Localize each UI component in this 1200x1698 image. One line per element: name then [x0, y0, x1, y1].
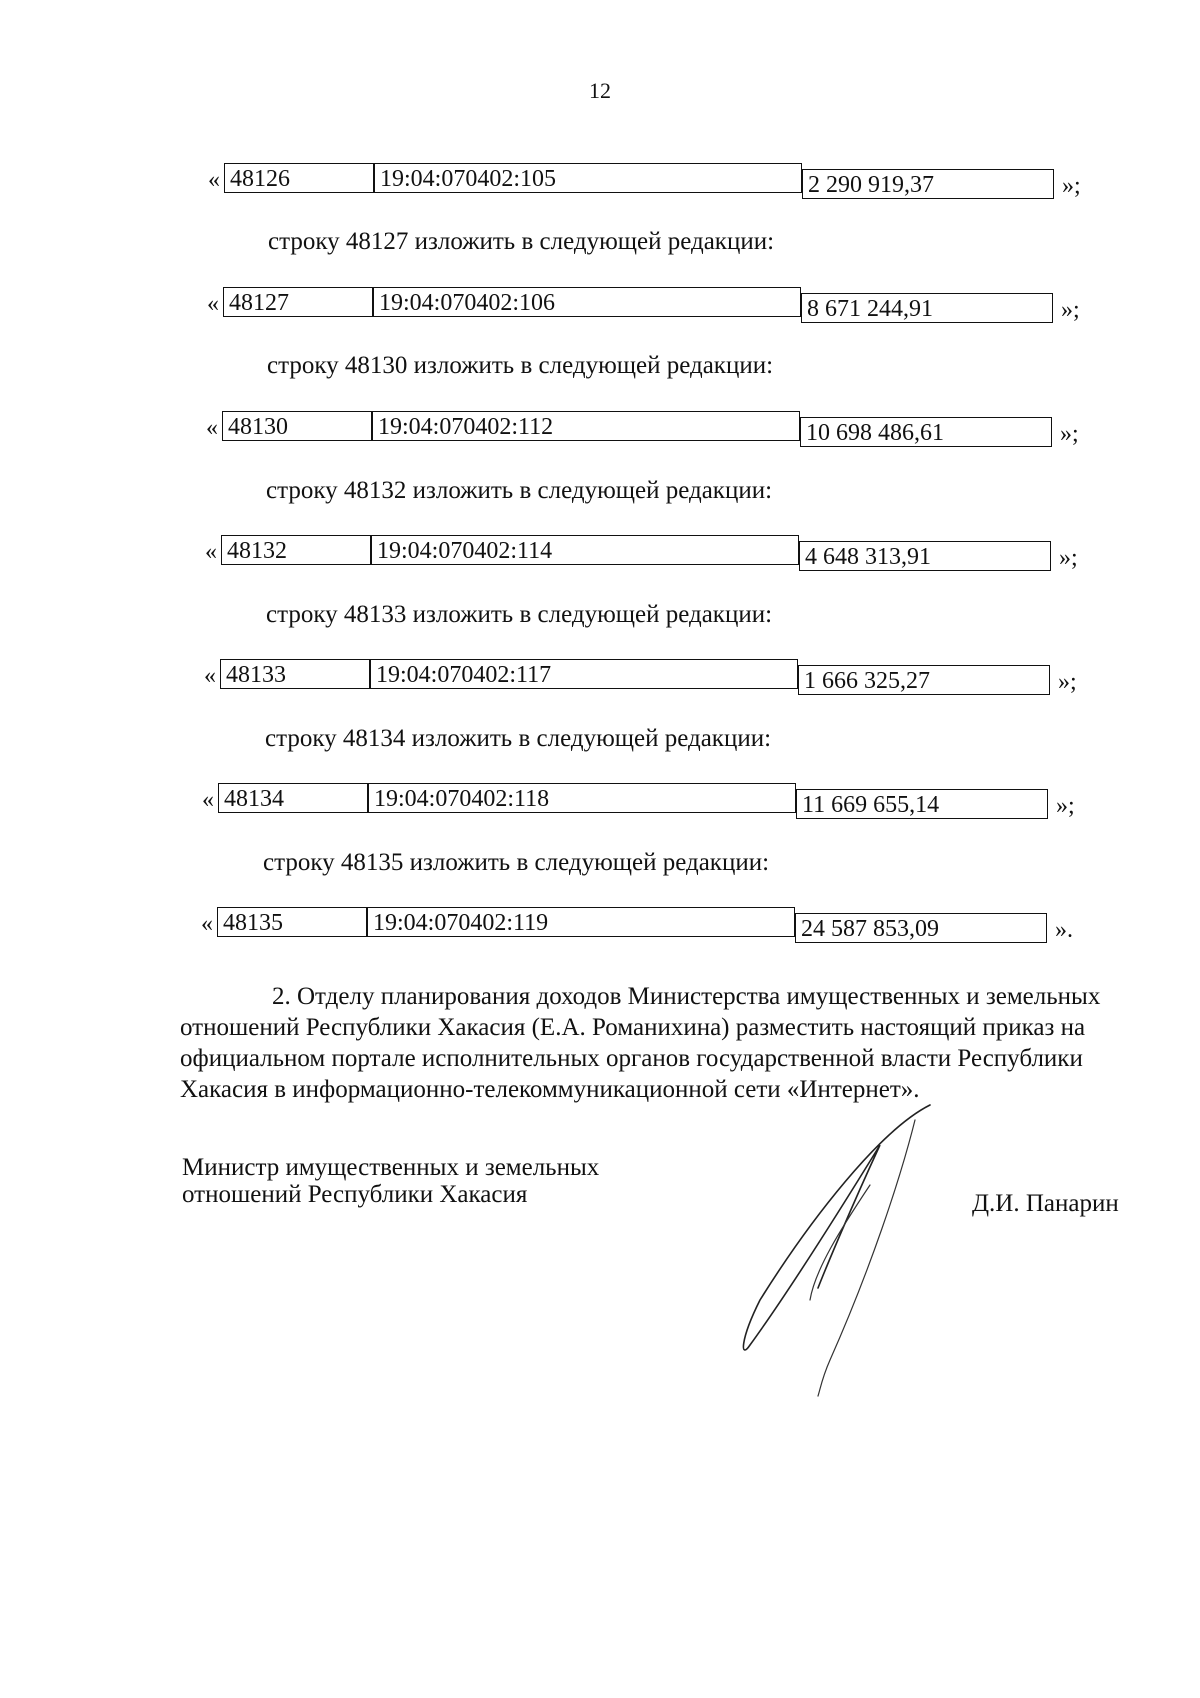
row-number-cell: 48132	[221, 535, 371, 565]
paragraph-2	[180, 981, 1120, 1105]
row-number-cell: 48126	[224, 163, 374, 193]
paragraph-line: отношений Республики Хакасия (Е.А. Романихина) разместить настоящий приказ на	[180, 1014, 1086, 1041]
signatory-position	[182, 1154, 599, 1208]
quote-open: «	[206, 415, 218, 441]
value-cell: 24 587 853,09	[795, 913, 1047, 943]
row-number-cell: 48127	[223, 287, 373, 317]
instruction-line: строку 48130 изложить в следующей редакции:	[267, 352, 774, 379]
quote-close: »;	[1061, 297, 1080, 323]
instruction-line: строку 48135 изложить в следующей редакции:	[263, 849, 770, 876]
cadastral-number-cell: 19:04:070402:106	[373, 287, 801, 317]
quote-close: ».	[1055, 917, 1073, 943]
value-cell: 2 290 919,37	[802, 169, 1054, 199]
signature-stroke	[818, 1120, 915, 1396]
paragraph-line: официальном портале исполнительных органов государственной власти Республики	[180, 1045, 1083, 1072]
cadastral-number-cell: 19:04:070402:114	[371, 535, 799, 565]
quote-close: »;	[1058, 669, 1077, 695]
cadastral-number-cell: 19:04:070402:105	[374, 163, 802, 193]
cadastral-number-cell: 19:04:070402:118	[368, 783, 796, 813]
page-number: 12	[589, 78, 611, 103]
instruction-line: строку 48127 изложить в следующей редакции:	[268, 228, 775, 255]
table-row	[202, 783, 1102, 819]
cadastral-number-cell: 19:04:070402:112	[372, 411, 800, 441]
quote-close: »;	[1059, 545, 1078, 571]
quote-open: «	[207, 291, 219, 317]
cadastral-number-cell: 19:04:070402:119	[367, 907, 795, 937]
row-number-cell: 48134	[218, 783, 368, 813]
value-cell: 4 648 313,91	[799, 541, 1051, 571]
row-number-cell: 48133	[220, 659, 370, 689]
signatory-position-line: Министр имущественных и земельных	[182, 1154, 600, 1181]
quote-open: «	[202, 787, 214, 813]
cadastral-number-cell: 19:04:070402:117	[370, 659, 798, 689]
instruction-line: строку 48133 изложить в следующей редакции:	[266, 601, 773, 628]
quote-open: «	[204, 663, 216, 689]
value-cell: 8 671 244,91	[801, 293, 1053, 323]
paragraph-line: 2. Отделу планирования доходов Министерства имущественных и земельных	[272, 983, 1101, 1010]
instruction-line: строку 48134 изложить в следующей редакции:	[265, 725, 772, 752]
table-row	[201, 907, 1101, 943]
table-row	[205, 535, 1105, 571]
signatory-name: Д.И. Панарин	[972, 1190, 1119, 1217]
quote-open: «	[201, 911, 213, 937]
quote-close: »;	[1062, 173, 1081, 199]
paragraph-line: Хакасия в информационно-телекоммуникационной сети «Интернет».	[180, 1076, 920, 1103]
quote-open: «	[205, 539, 217, 565]
value-cell: 10 698 486,61	[800, 417, 1052, 447]
signatory-position-line: отношений Республики Хакасия	[182, 1181, 528, 1208]
instruction-line: строку 48132 изложить в следующей редакции:	[266, 477, 773, 504]
quote-open: «	[208, 167, 220, 193]
table-row	[206, 411, 1106, 447]
quote-close: »;	[1060, 421, 1079, 447]
table-row	[204, 659, 1104, 695]
row-number-cell: 48135	[217, 907, 367, 937]
quote-close: »;	[1056, 793, 1075, 819]
row-number-cell: 48130	[222, 411, 372, 441]
signature-stroke	[743, 1105, 930, 1350]
value-cell: 11 669 655,14	[796, 789, 1048, 819]
value-cell: 1 666 325,27	[798, 665, 1050, 695]
table-row	[207, 287, 1107, 323]
handwritten-signature	[730, 1100, 950, 1400]
table-row	[208, 163, 1108, 199]
